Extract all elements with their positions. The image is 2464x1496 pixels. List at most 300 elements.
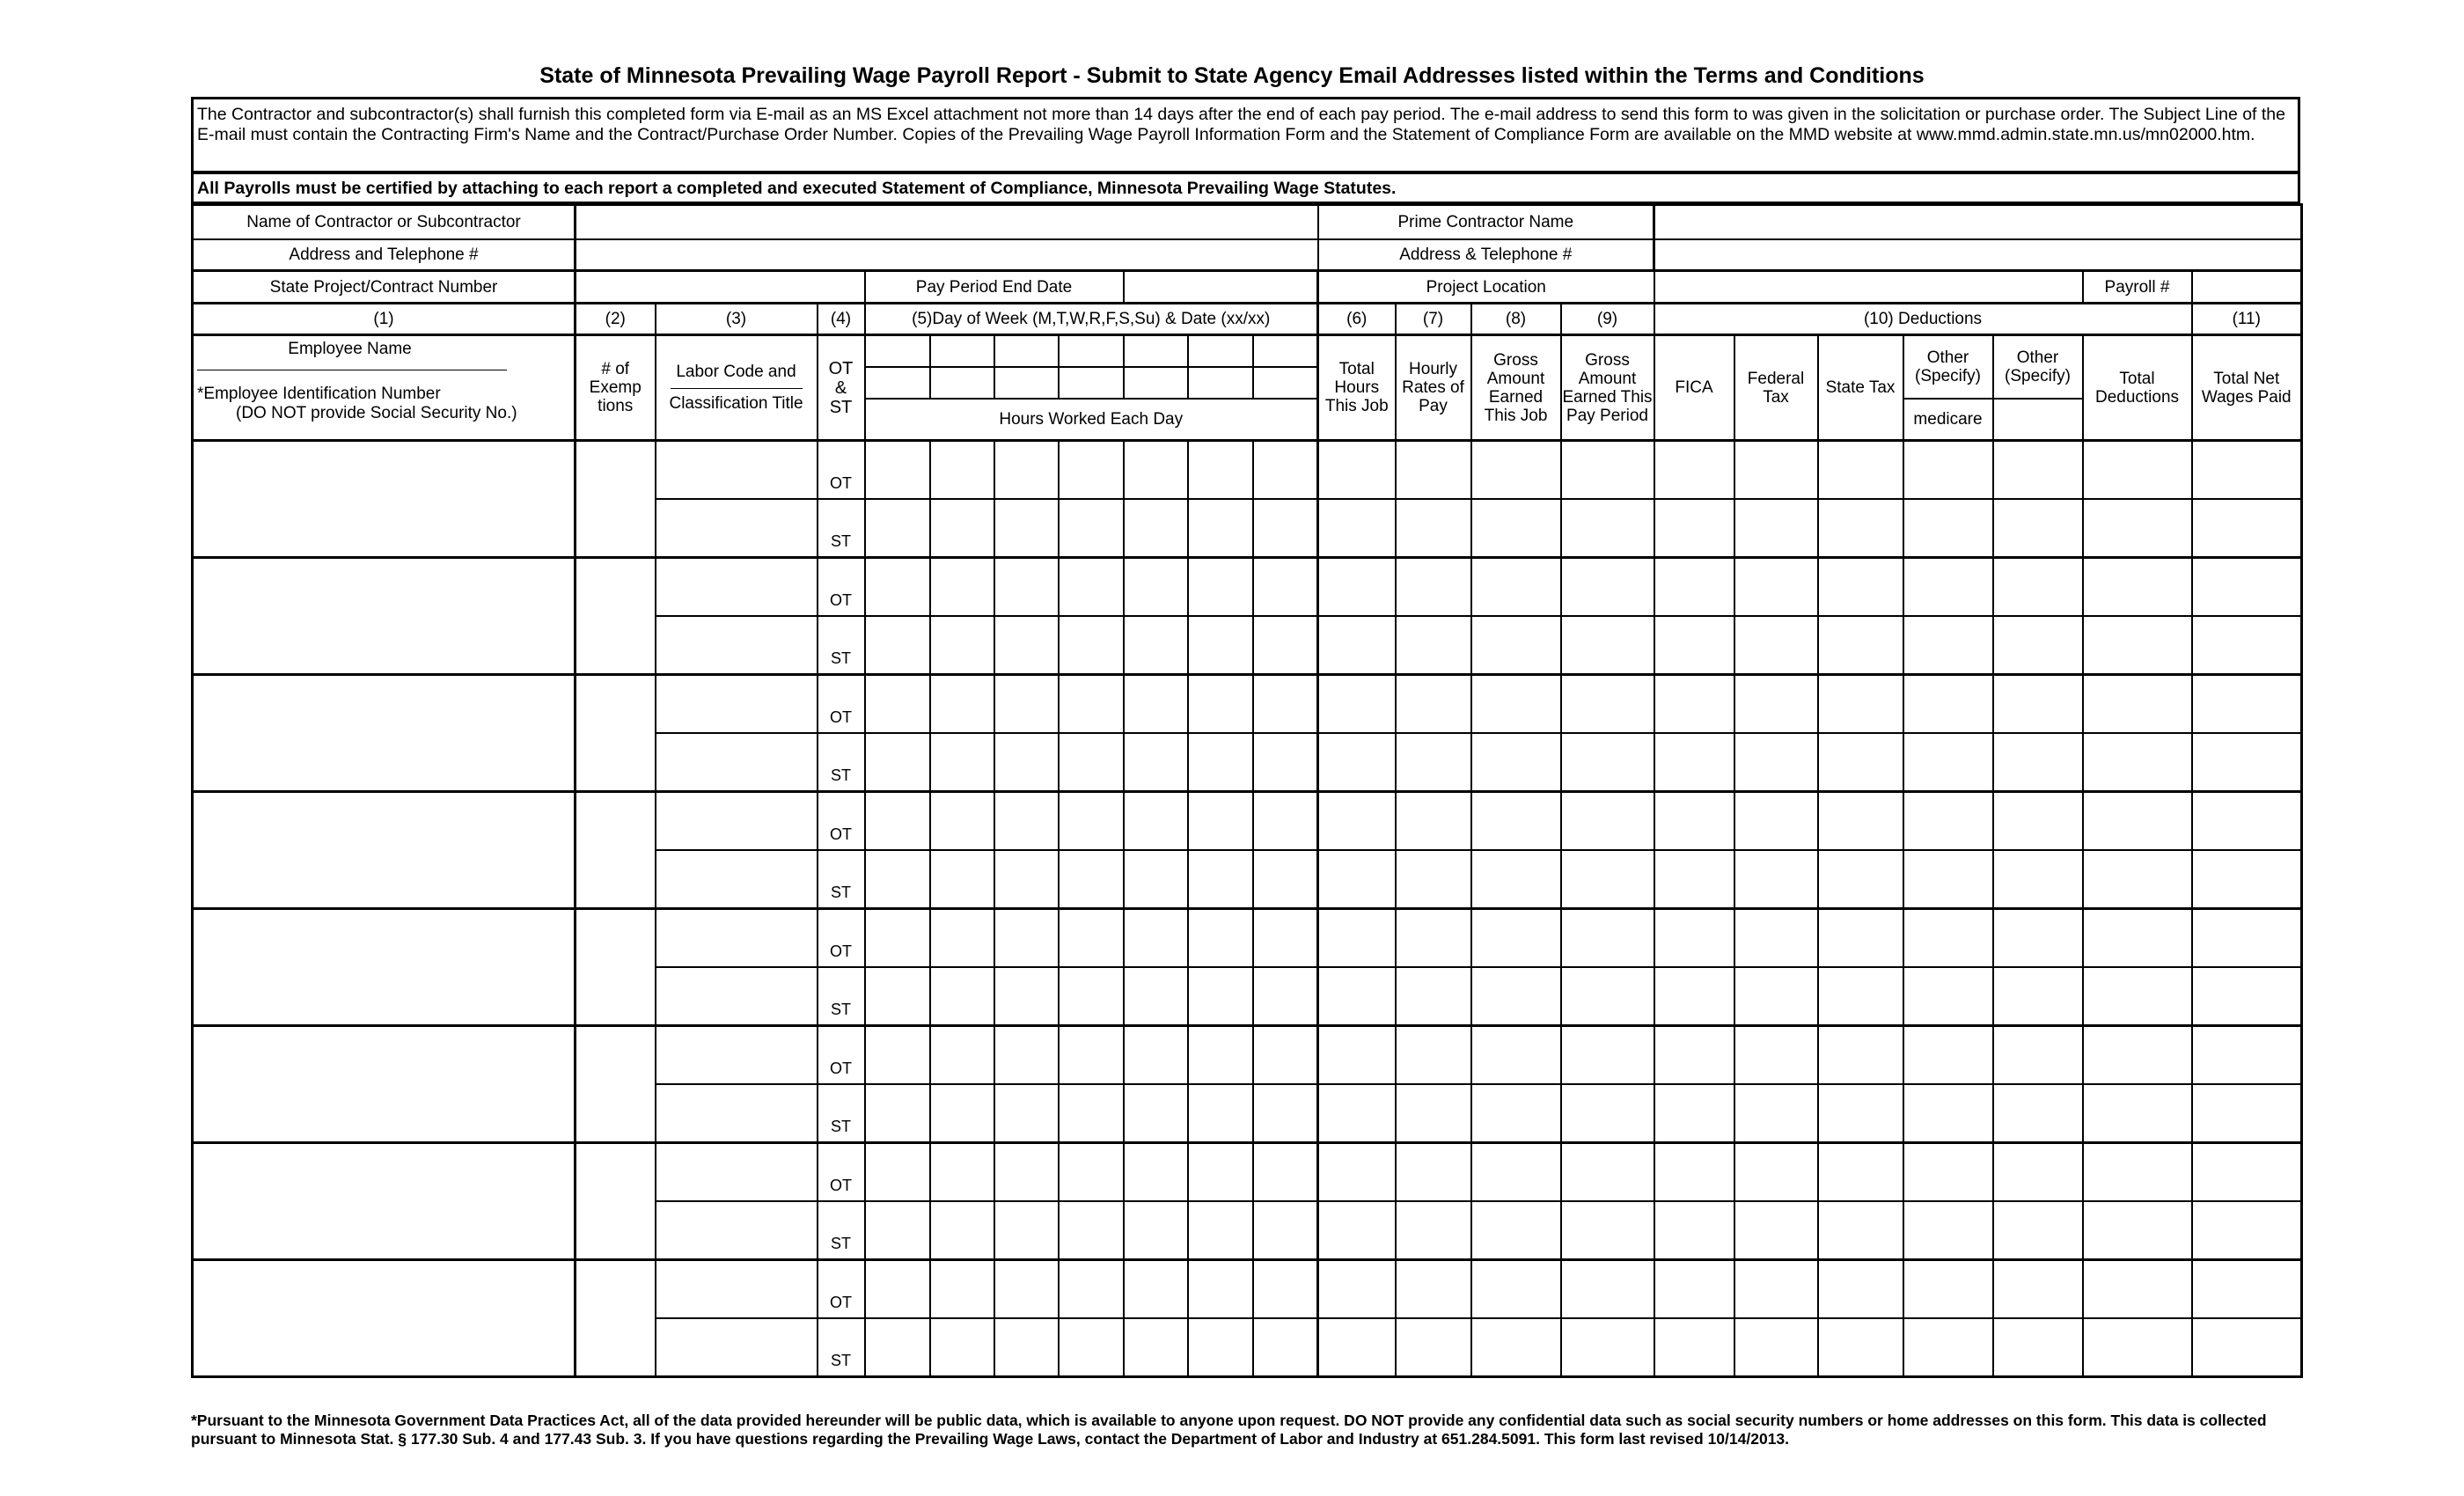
state-tax-cell[interactable] <box>1818 967 1903 1026</box>
hours-day-cell[interactable] <box>1124 441 1188 500</box>
total-hours-cell[interactable] <box>1318 792 1396 851</box>
hours-day-cell[interactable] <box>930 1143 994 1202</box>
federal-tax-cell[interactable] <box>1734 733 1818 792</box>
hours-day-cell[interactable] <box>994 1084 1059 1143</box>
day-cell[interactable] <box>1188 335 1253 367</box>
day-cell[interactable] <box>865 335 930 367</box>
gross-period-cell[interactable] <box>1561 1318 1654 1377</box>
hours-day-cell[interactable] <box>1188 733 1253 792</box>
hours-day-cell[interactable] <box>1124 558 1188 617</box>
state-tax-cell[interactable] <box>1818 441 1903 500</box>
hours-day-cell[interactable] <box>1253 441 1318 500</box>
hours-day-cell[interactable] <box>1253 1084 1318 1143</box>
gross-period-cell[interactable] <box>1561 967 1654 1026</box>
hours-day-cell[interactable] <box>1188 1318 1253 1377</box>
hours-day-cell[interactable] <box>865 441 930 500</box>
hours-day-cell[interactable] <box>994 616 1059 675</box>
exemptions-cell[interactable] <box>576 675 656 792</box>
gross-period-cell[interactable] <box>1561 1201 1654 1260</box>
total-deductions-cell[interactable] <box>2083 909 2192 968</box>
other2-cell[interactable] <box>1993 441 2083 500</box>
total-net-cell[interactable] <box>2192 499 2302 558</box>
labor-code-cell[interactable] <box>656 1260 818 1319</box>
gross-period-cell[interactable] <box>1561 733 1654 792</box>
hours-day-cell[interactable] <box>994 558 1059 617</box>
other2-cell[interactable] <box>1993 499 2083 558</box>
federal-tax-cell[interactable] <box>1734 967 1818 1026</box>
hours-day-cell[interactable] <box>930 1260 994 1319</box>
state-tax-cell[interactable] <box>1818 733 1903 792</box>
total-net-cell[interactable] <box>2192 909 2302 968</box>
gross-job-cell[interactable] <box>1471 1084 1561 1143</box>
date-cell[interactable] <box>1253 367 1318 399</box>
state-tax-cell[interactable] <box>1818 616 1903 675</box>
prime-address-input[interactable] <box>1654 239 2302 271</box>
hours-day-cell[interactable] <box>865 967 930 1026</box>
gross-job-cell[interactable] <box>1471 441 1561 500</box>
fica-cell[interactable] <box>1654 675 1734 734</box>
labor-code-cell[interactable] <box>656 441 818 500</box>
gross-period-cell[interactable] <box>1561 616 1654 675</box>
hourly-rate-cell[interactable] <box>1396 1143 1471 1202</box>
employee-name-cell[interactable] <box>193 1260 576 1377</box>
total-deductions-cell[interactable] <box>2083 967 2192 1026</box>
state-tax-cell[interactable] <box>1818 850 1903 909</box>
other2-cell[interactable] <box>1993 1201 2083 1260</box>
gross-job-cell[interactable] <box>1471 616 1561 675</box>
gross-period-cell[interactable] <box>1561 1084 1654 1143</box>
hours-day-cell[interactable] <box>865 499 930 558</box>
other2-cell[interactable] <box>1993 616 2083 675</box>
total-hours-cell[interactable] <box>1318 967 1396 1026</box>
total-hours-cell[interactable] <box>1318 499 1396 558</box>
hours-day-cell[interactable] <box>1059 850 1124 909</box>
hours-day-cell[interactable] <box>1188 558 1253 617</box>
date-cell[interactable] <box>1188 367 1253 399</box>
gross-job-cell[interactable] <box>1471 1143 1561 1202</box>
other2-cell[interactable] <box>1993 792 2083 851</box>
project-number-input[interactable] <box>576 271 865 304</box>
gross-job-cell[interactable] <box>1471 1201 1561 1260</box>
total-deductions-cell[interactable] <box>2083 441 2192 500</box>
hours-day-cell[interactable] <box>1253 558 1318 617</box>
hours-day-cell[interactable] <box>1188 1084 1253 1143</box>
labor-code-cell[interactable] <box>656 967 818 1026</box>
hours-day-cell[interactable] <box>1124 499 1188 558</box>
total-hours-cell[interactable] <box>1318 909 1396 968</box>
federal-tax-cell[interactable] <box>1734 1084 1818 1143</box>
hourly-rate-cell[interactable] <box>1396 733 1471 792</box>
hours-day-cell[interactable] <box>930 1201 994 1260</box>
hours-day-cell[interactable] <box>1253 792 1318 851</box>
total-hours-cell[interactable] <box>1318 441 1396 500</box>
total-deductions-cell[interactable] <box>2083 675 2192 734</box>
gross-period-cell[interactable] <box>1561 1260 1654 1319</box>
other1-cell[interactable] <box>1903 616 1993 675</box>
other2-cell[interactable] <box>1993 558 2083 617</box>
hours-day-cell[interactable] <box>865 1143 930 1202</box>
other1-cell[interactable] <box>1903 792 1993 851</box>
state-tax-cell[interactable] <box>1818 1318 1903 1377</box>
date-cell[interactable] <box>865 367 930 399</box>
labor-code-cell[interactable] <box>656 499 818 558</box>
hourly-rate-cell[interactable] <box>1396 967 1471 1026</box>
gross-job-cell[interactable] <box>1471 850 1561 909</box>
hours-day-cell[interactable] <box>1059 558 1124 617</box>
other1-cell[interactable] <box>1903 1143 1993 1202</box>
hours-day-cell[interactable] <box>1059 909 1124 968</box>
hours-day-cell[interactable] <box>1124 1260 1188 1319</box>
hours-day-cell[interactable] <box>865 1260 930 1319</box>
day-cell[interactable] <box>1253 335 1318 367</box>
gross-period-cell[interactable] <box>1561 1143 1654 1202</box>
other2-cell[interactable] <box>1993 733 2083 792</box>
state-tax-cell[interactable] <box>1818 1026 1903 1085</box>
federal-tax-cell[interactable] <box>1734 1026 1818 1085</box>
other2-cell[interactable] <box>1993 675 2083 734</box>
federal-tax-cell[interactable] <box>1734 909 1818 968</box>
federal-tax-cell[interactable] <box>1734 616 1818 675</box>
hours-day-cell[interactable] <box>1253 616 1318 675</box>
federal-tax-cell[interactable] <box>1734 850 1818 909</box>
hourly-rate-cell[interactable] <box>1396 792 1471 851</box>
gross-job-cell[interactable] <box>1471 967 1561 1026</box>
other2-value[interactable] <box>1993 399 2083 441</box>
labor-code-cell[interactable] <box>656 1318 818 1377</box>
hours-day-cell[interactable] <box>1059 792 1124 851</box>
hours-day-cell[interactable] <box>865 733 930 792</box>
total-net-cell[interactable] <box>2192 441 2302 500</box>
hourly-rate-cell[interactable] <box>1396 1318 1471 1377</box>
other1-cell[interactable] <box>1903 967 1993 1026</box>
day-cell[interactable] <box>1124 335 1188 367</box>
hours-day-cell[interactable] <box>994 675 1059 734</box>
other2-cell[interactable] <box>1993 967 2083 1026</box>
total-net-cell[interactable] <box>2192 967 2302 1026</box>
other2-cell[interactable] <box>1993 850 2083 909</box>
state-tax-cell[interactable] <box>1818 1260 1903 1319</box>
total-deductions-cell[interactable] <box>2083 792 2192 851</box>
hours-day-cell[interactable] <box>930 1084 994 1143</box>
fica-cell[interactable] <box>1654 1084 1734 1143</box>
hours-day-cell[interactable] <box>1188 441 1253 500</box>
other1-cell[interactable] <box>1903 1318 1993 1377</box>
hours-day-cell[interactable] <box>1188 499 1253 558</box>
other1-cell[interactable] <box>1903 558 1993 617</box>
hours-day-cell[interactable] <box>1124 792 1188 851</box>
other1-cell[interactable] <box>1903 499 1993 558</box>
hours-day-cell[interactable] <box>1188 850 1253 909</box>
total-hours-cell[interactable] <box>1318 1201 1396 1260</box>
total-deductions-cell[interactable] <box>2083 1084 2192 1143</box>
hourly-rate-cell[interactable] <box>1396 1084 1471 1143</box>
hours-day-cell[interactable] <box>865 616 930 675</box>
labor-code-cell[interactable] <box>656 1026 818 1085</box>
other1-cell[interactable] <box>1903 1084 1993 1143</box>
total-net-cell[interactable] <box>2192 792 2302 851</box>
federal-tax-cell[interactable] <box>1734 558 1818 617</box>
hourly-rate-cell[interactable] <box>1396 1026 1471 1085</box>
federal-tax-cell[interactable] <box>1734 1201 1818 1260</box>
hours-day-cell[interactable] <box>1124 850 1188 909</box>
hours-day-cell[interactable] <box>1188 616 1253 675</box>
hours-day-cell[interactable] <box>1124 1318 1188 1377</box>
payroll-number-input[interactable] <box>2192 271 2302 304</box>
fica-cell[interactable] <box>1654 967 1734 1026</box>
fica-cell[interactable] <box>1654 558 1734 617</box>
hours-day-cell[interactable] <box>1124 1084 1188 1143</box>
fica-cell[interactable] <box>1654 850 1734 909</box>
hours-day-cell[interactable] <box>1253 909 1318 968</box>
date-cell[interactable] <box>930 367 994 399</box>
hours-day-cell[interactable] <box>1188 1143 1253 1202</box>
federal-tax-cell[interactable] <box>1734 1260 1818 1319</box>
hours-day-cell[interactable] <box>1124 1201 1188 1260</box>
labor-code-cell[interactable] <box>656 1201 818 1260</box>
hours-day-cell[interactable] <box>865 1201 930 1260</box>
hours-day-cell[interactable] <box>865 850 930 909</box>
hours-day-cell[interactable] <box>1253 1026 1318 1085</box>
federal-tax-cell[interactable] <box>1734 499 1818 558</box>
gross-period-cell[interactable] <box>1561 499 1654 558</box>
state-tax-cell[interactable] <box>1818 1084 1903 1143</box>
gross-job-cell[interactable] <box>1471 499 1561 558</box>
total-hours-cell[interactable] <box>1318 1026 1396 1085</box>
exemptions-cell[interactable] <box>576 1143 656 1260</box>
gross-job-cell[interactable] <box>1471 675 1561 734</box>
other1-cell[interactable] <box>1903 441 1993 500</box>
total-net-cell[interactable] <box>2192 850 2302 909</box>
hours-day-cell[interactable] <box>1253 499 1318 558</box>
gross-job-cell[interactable] <box>1471 733 1561 792</box>
hours-day-cell[interactable] <box>1059 499 1124 558</box>
total-net-cell[interactable] <box>2192 1026 2302 1085</box>
total-net-cell[interactable] <box>2192 1143 2302 1202</box>
fica-cell[interactable] <box>1654 441 1734 500</box>
other1-cell[interactable] <box>1903 675 1993 734</box>
hours-day-cell[interactable] <box>930 850 994 909</box>
hours-day-cell[interactable] <box>930 1318 994 1377</box>
hours-day-cell[interactable] <box>994 909 1059 968</box>
total-deductions-cell[interactable] <box>2083 1026 2192 1085</box>
hours-day-cell[interactable] <box>930 558 994 617</box>
fica-cell[interactable] <box>1654 1318 1734 1377</box>
state-tax-cell[interactable] <box>1818 909 1903 968</box>
fica-cell[interactable] <box>1654 733 1734 792</box>
hours-day-cell[interactable] <box>1059 1260 1124 1319</box>
hours-day-cell[interactable] <box>1059 967 1124 1026</box>
hours-day-cell[interactable] <box>1188 675 1253 734</box>
employee-name-cell[interactable] <box>193 441 576 558</box>
fica-cell[interactable] <box>1654 1143 1734 1202</box>
total-net-cell[interactable] <box>2192 1318 2302 1377</box>
other1-value[interactable]: medicare <box>1903 399 1993 441</box>
hours-day-cell[interactable] <box>930 499 994 558</box>
hours-day-cell[interactable] <box>1059 1318 1124 1377</box>
federal-tax-cell[interactable] <box>1734 792 1818 851</box>
exemptions-cell[interactable] <box>576 1026 656 1143</box>
labor-code-cell[interactable] <box>656 792 818 851</box>
hourly-rate-cell[interactable] <box>1396 1260 1471 1319</box>
employee-name-cell[interactable] <box>193 558 576 675</box>
total-deductions-cell[interactable] <box>2083 1260 2192 1319</box>
total-hours-cell[interactable] <box>1318 1318 1396 1377</box>
hours-day-cell[interactable] <box>865 558 930 617</box>
gross-period-cell[interactable] <box>1561 850 1654 909</box>
hourly-rate-cell[interactable] <box>1396 675 1471 734</box>
date-cell[interactable] <box>994 367 1059 399</box>
hours-day-cell[interactable] <box>994 499 1059 558</box>
state-tax-cell[interactable] <box>1818 792 1903 851</box>
gross-period-cell[interactable] <box>1561 909 1654 968</box>
fica-cell[interactable] <box>1654 1260 1734 1319</box>
total-net-cell[interactable] <box>2192 616 2302 675</box>
hours-day-cell[interactable] <box>1253 1318 1318 1377</box>
hours-day-cell[interactable] <box>865 1318 930 1377</box>
hours-day-cell[interactable] <box>1253 733 1318 792</box>
hours-day-cell[interactable] <box>1124 1143 1188 1202</box>
total-deductions-cell[interactable] <box>2083 1201 2192 1260</box>
employee-name-cell[interactable] <box>193 909 576 1026</box>
hours-day-cell[interactable] <box>1253 850 1318 909</box>
hours-day-cell[interactable] <box>1253 967 1318 1026</box>
day-cell[interactable] <box>930 335 994 367</box>
hours-day-cell[interactable] <box>994 967 1059 1026</box>
state-tax-cell[interactable] <box>1818 1201 1903 1260</box>
total-deductions-cell[interactable] <box>2083 1143 2192 1202</box>
exemptions-cell[interactable] <box>576 909 656 1026</box>
labor-code-cell[interactable] <box>656 616 818 675</box>
federal-tax-cell[interactable] <box>1734 675 1818 734</box>
hours-day-cell[interactable] <box>1124 616 1188 675</box>
hours-day-cell[interactable] <box>994 792 1059 851</box>
federal-tax-cell[interactable] <box>1734 1143 1818 1202</box>
employee-name-cell[interactable] <box>193 1143 576 1260</box>
other1-cell[interactable] <box>1903 733 1993 792</box>
state-tax-cell[interactable] <box>1818 558 1903 617</box>
total-hours-cell[interactable] <box>1318 558 1396 617</box>
hours-day-cell[interactable] <box>865 675 930 734</box>
gross-period-cell[interactable] <box>1561 558 1654 617</box>
hours-day-cell[interactable] <box>930 675 994 734</box>
total-hours-cell[interactable] <box>1318 1084 1396 1143</box>
total-net-cell[interactable] <box>2192 733 2302 792</box>
hourly-rate-cell[interactable] <box>1396 909 1471 968</box>
federal-tax-cell[interactable] <box>1734 441 1818 500</box>
other1-cell[interactable] <box>1903 1260 1993 1319</box>
federal-tax-cell[interactable] <box>1734 1318 1818 1377</box>
hours-day-cell[interactable] <box>1059 616 1124 675</box>
hours-day-cell[interactable] <box>930 1026 994 1085</box>
hours-day-cell[interactable] <box>930 616 994 675</box>
hours-day-cell[interactable] <box>1188 909 1253 968</box>
fica-cell[interactable] <box>1654 909 1734 968</box>
hours-day-cell[interactable] <box>1188 1260 1253 1319</box>
total-hours-cell[interactable] <box>1318 850 1396 909</box>
gross-job-cell[interactable] <box>1471 558 1561 617</box>
fica-cell[interactable] <box>1654 792 1734 851</box>
hours-day-cell[interactable] <box>1188 1026 1253 1085</box>
fica-cell[interactable] <box>1654 499 1734 558</box>
gross-period-cell[interactable] <box>1561 675 1654 734</box>
day-cell[interactable] <box>994 335 1059 367</box>
other2-cell[interactable] <box>1993 1143 2083 1202</box>
total-deductions-cell[interactable] <box>2083 850 2192 909</box>
contractor-name-input[interactable] <box>576 205 1318 239</box>
fica-cell[interactable] <box>1654 1201 1734 1260</box>
total-hours-cell[interactable] <box>1318 733 1396 792</box>
state-tax-cell[interactable] <box>1818 675 1903 734</box>
fica-cell[interactable] <box>1654 1026 1734 1085</box>
day-cell[interactable] <box>1059 335 1124 367</box>
total-net-cell[interactable] <box>2192 1201 2302 1260</box>
exemptions-cell[interactable] <box>576 792 656 909</box>
hours-day-cell[interactable] <box>1253 675 1318 734</box>
hours-day-cell[interactable] <box>994 850 1059 909</box>
other1-cell[interactable] <box>1903 850 1993 909</box>
employee-name-cell[interactable] <box>193 792 576 909</box>
pay-period-end-input[interactable] <box>1124 271 1318 304</box>
other2-cell[interactable] <box>1993 1318 2083 1377</box>
address-input[interactable] <box>576 239 1318 271</box>
hours-day-cell[interactable] <box>930 909 994 968</box>
total-deductions-cell[interactable] <box>2083 616 2192 675</box>
hours-day-cell[interactable] <box>1124 909 1188 968</box>
gross-period-cell[interactable] <box>1561 441 1654 500</box>
hours-day-cell[interactable] <box>1059 1201 1124 1260</box>
other2-cell[interactable] <box>1993 1260 2083 1319</box>
gross-job-cell[interactable] <box>1471 792 1561 851</box>
hours-day-cell[interactable] <box>994 441 1059 500</box>
total-net-cell[interactable] <box>2192 1260 2302 1319</box>
hours-day-cell[interactable] <box>930 792 994 851</box>
hours-day-cell[interactable] <box>1124 1026 1188 1085</box>
project-location-input[interactable] <box>1654 271 2083 304</box>
state-tax-cell[interactable] <box>1818 1143 1903 1202</box>
hours-day-cell[interactable] <box>930 967 994 1026</box>
hourly-rate-cell[interactable] <box>1396 850 1471 909</box>
total-net-cell[interactable] <box>2192 675 2302 734</box>
hours-day-cell[interactable] <box>994 1201 1059 1260</box>
exemptions-cell[interactable] <box>576 441 656 558</box>
prime-contractor-input[interactable] <box>1654 205 2302 239</box>
hours-day-cell[interactable] <box>994 1143 1059 1202</box>
total-hours-cell[interactable] <box>1318 616 1396 675</box>
hours-day-cell[interactable] <box>1253 1260 1318 1319</box>
hourly-rate-cell[interactable] <box>1396 558 1471 617</box>
hours-day-cell[interactable] <box>994 1260 1059 1319</box>
labor-code-cell[interactable] <box>656 675 818 734</box>
state-tax-cell[interactable] <box>1818 499 1903 558</box>
hours-day-cell[interactable] <box>1253 1143 1318 1202</box>
labor-code-cell[interactable] <box>656 1143 818 1202</box>
total-hours-cell[interactable] <box>1318 1143 1396 1202</box>
total-hours-cell[interactable] <box>1318 675 1396 734</box>
total-net-cell[interactable] <box>2192 1084 2302 1143</box>
gross-job-cell[interactable] <box>1471 1318 1561 1377</box>
hours-day-cell[interactable] <box>1059 1143 1124 1202</box>
hours-day-cell[interactable] <box>865 1026 930 1085</box>
hours-day-cell[interactable] <box>1124 733 1188 792</box>
total-net-cell[interactable] <box>2192 558 2302 617</box>
employee-name-cell[interactable] <box>193 675 576 792</box>
hours-day-cell[interactable] <box>1253 1201 1318 1260</box>
other2-cell[interactable] <box>1993 909 2083 968</box>
hours-day-cell[interactable] <box>865 792 930 851</box>
hours-day-cell[interactable] <box>865 1084 930 1143</box>
other2-cell[interactable] <box>1993 1026 2083 1085</box>
total-hours-cell[interactable] <box>1318 1260 1396 1319</box>
